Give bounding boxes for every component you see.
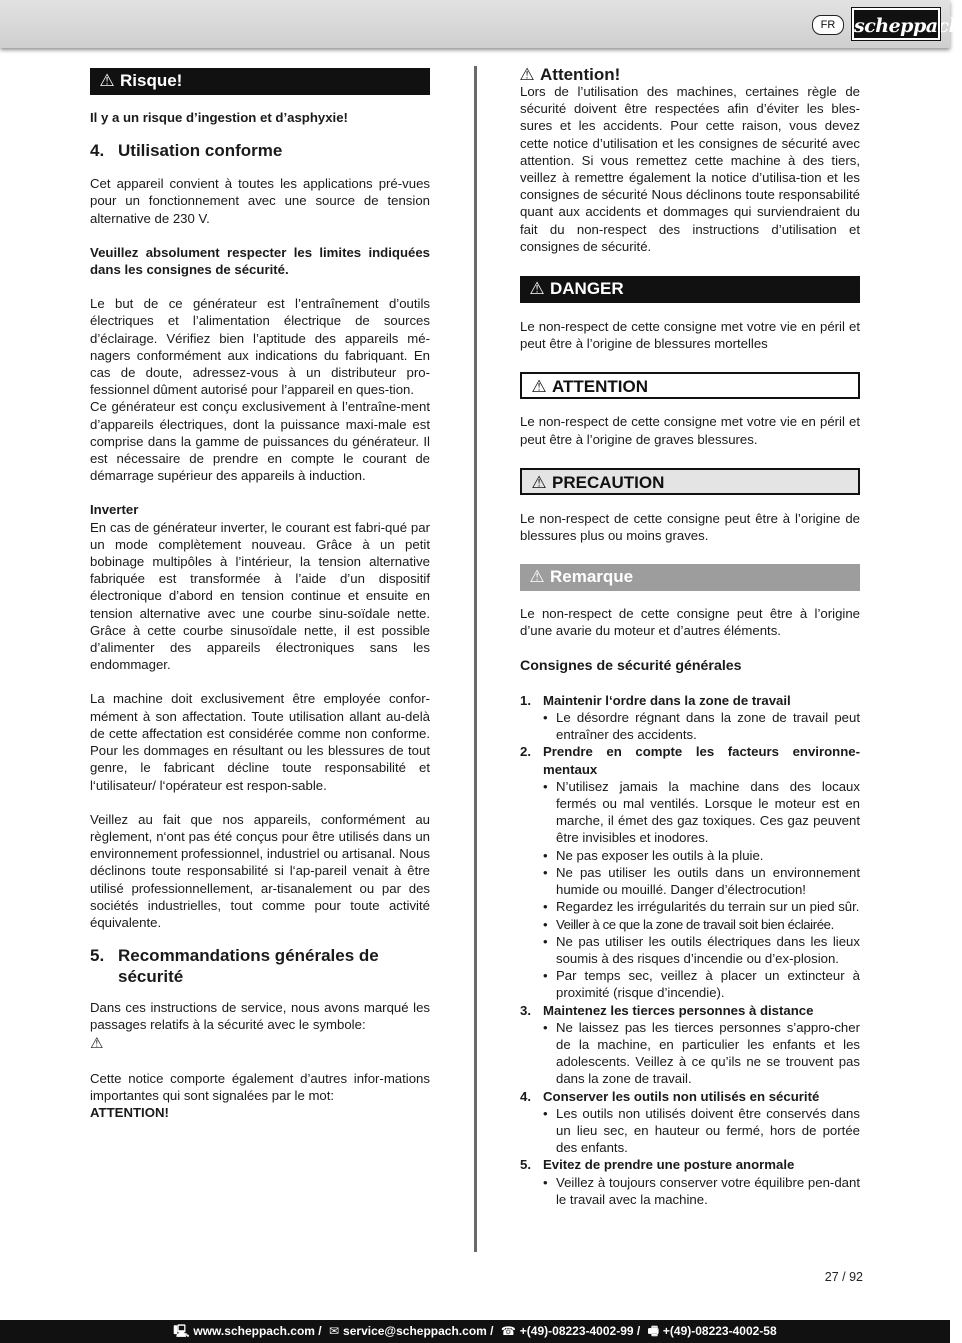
rule-bullet-text: Ne pas utiliser les outils électriques dans les lieux soumis à des risques d’incendie ou d’ex-plosion.	[556, 933, 860, 966]
section-5-paragraph: Dans ces instructions de service, nous avons marqué les passages relatifs à la sécurité avec le symbole:	[90, 1000, 430, 1033]
email-icon: ✉	[328, 1324, 340, 1338]
bullet-dot-icon: •	[543, 916, 548, 932]
rule-bullet-list	[543, 1105, 860, 1157]
safety-rule-item	[520, 743, 860, 1001]
rule-number: 1.	[520, 692, 531, 708]
section-4-paragraph: La machine doit exclusivement être employée confor-mément à son affectation. Toute utilisation allant au-delà de cette affectation est considérée comme non conforme. Pour les dommages en résultant ou les blessures de tout genre, le fabricant décline toute responsabilité et l‘utilisateur/ l‘opérateur est respon-sable.	[90, 691, 430, 793]
rule-bullet-text: Ne pas utiliser les outils dans un environnement humide ou mouillé. Danger d’électrocution!	[556, 864, 860, 898]
attention-heading: ⚠ Attention!	[519, 65, 621, 84]
general-safety-heading: Consignes de sécurité générales	[520, 657, 742, 674]
safety-rule-item	[520, 1088, 860, 1157]
attention-paragraph: Lors de l’utilisation des machines, certaines règle de sécurité doivent être respectées afin d’éviter les bles-sures et les accidents. Pour cette raison, vous devez cette notice d’utilisation et les consignes de sécurité avec attention. Si vous remettez cette machine à des tiers, veillez à remettre également la notice d’utilisa-tion et les consignes de sécurité Nous déclinons toute responsabilité quant aux accidents et dommages qui surviendraient du fait du non-respect des instructions d’utilisation et consignes de sécurité.	[520, 84, 860, 254]
bullet-dot-icon: •	[543, 710, 548, 726]
monitor-icon: 🖳	[173, 1324, 190, 1338]
rule-title: Maintenir l‘ordre dans la zone de travail	[543, 692, 791, 708]
section-5-heading: 5. Recommandations générales de sécurité	[90, 946, 379, 987]
rule-bullet	[543, 967, 860, 1001]
rule-bullet-list	[543, 709, 860, 743]
rule-bullet	[543, 864, 860, 898]
precaution-banner: ⚠ PRECAUTION	[520, 468, 860, 495]
footer-fax: +(49)-08223-4002-58	[662, 1324, 777, 1338]
rule-body	[543, 743, 860, 1001]
attention-text: Le non-respect de cette consigne met votre vie en péril et peut être à l’origine de graves blessures.	[520, 414, 860, 447]
rule-bullet-text: N’utilisez jamais la machine dans des locaux fermés ou mal ventilés. Lorsque le moteur est en marche, il émet des gaz toxiques. Ces gaz peuvent être invisibles et inodores.	[556, 778, 860, 846]
section-4-limits-note: Veuillez absolument respecter les limites indiquées dans les consignes de sécurité.	[90, 244, 430, 278]
rule-title: Evitez de prendre une posture anormale	[543, 1157, 795, 1173]
rule-bullet-text: Ne pas exposer les outils à la pluie.	[556, 847, 764, 863]
rule-bullet	[543, 709, 860, 743]
rule-bullet-text: Les outils non utilisés doivent être conservés dans un lieu sec, en hauteur ou fermé, hors de portée des enfants.	[556, 1105, 860, 1156]
safety-rule-item	[520, 692, 860, 744]
rule-bullet-list	[543, 1019, 860, 1088]
rule-bullet	[543, 778, 860, 847]
rule-body	[543, 1156, 860, 1208]
danger-banner: ⚠ DANGER	[520, 276, 860, 303]
bullet-dot-icon: •	[543, 778, 548, 794]
rule-bullet	[543, 933, 860, 967]
inverter-paragraph: En cas de générateur inverter, le courant est fabri-qué par un mode complètement nouveau. Grâce à un petit bobinage multipôles à l’intérieur, la tension alternative fabriquée est transformée à l’aide d’un dispositif électronique d’abord en tension continue et ensuite en tension alternative avec une courbe sinu-soïdale nette. Grâce à cette courbe sinusoïdale nette, il est possible d’alimenter des appareils électroniques sans les endommager.	[90, 519, 430, 673]
rule-bullet	[543, 847, 860, 864]
rule-body	[543, 692, 860, 744]
column-divider	[474, 66, 477, 1252]
risk-banner: ⚠ Risque!	[90, 68, 430, 95]
rule-number: 3.	[520, 1002, 531, 1018]
fax-icon: 🖷	[647, 1324, 659, 1338]
rule-bullet	[543, 1019, 860, 1088]
inverter-title: Inverter	[90, 502, 139, 518]
remarque-banner: ⚠ Remarque	[520, 564, 860, 591]
rule-bullet-text: Veiller à ce que la zone de travail soit bien éclairée.	[556, 916, 834, 932]
rule-bullet-text: Regardez les irrégularités du terrain sur un pied sûr.	[556, 899, 860, 915]
section-4-paragraph: Le but de ce générateur est l’entraînement d’outils électriques et l’alimentation électrique de sources d’éclairage. Vérifiez bien l’aptitude des appareils mé-nagers conformément aux indications du fabriquant. En cas de doute, adressez-vous à un distributeur pro-fessionnel dûment autorisé pour l’appareil en ques-tion.	[90, 296, 430, 398]
bullet-dot-icon: •	[543, 1105, 548, 1121]
warning-triangle-icon: ⚠	[531, 377, 547, 397]
rule-bullet-list	[543, 778, 860, 1002]
right-column	[520, 66, 860, 1208]
bullet-dot-icon: •	[543, 1174, 548, 1190]
section-4-paragraph: Ce générateur est conçu exclusivement à l’entraîne-ment d’appareils électriques, dont la puissance maxi-male est comprise dans la gamme de puissances du générateur. Il est nécessaire de prendre en compte le courant de démarrage supérieur des appareils à induction.	[90, 399, 430, 484]
warning-triangle-icon: ⚠	[529, 567, 545, 587]
page-number: 27 / 92	[824, 1270, 863, 1284]
rule-bullet-text: Veillez à toujours conserver votre équilibre pen-dant le travail avec la machine.	[556, 1174, 860, 1207]
bullet-dot-icon: •	[543, 933, 548, 949]
rule-number: 5.	[520, 1157, 531, 1173]
danger-text: Le non-respect de cette consigne met votre vie en péril et peut être à l’origine de blessures mortelles	[520, 319, 860, 352]
bullet-dot-icon: •	[543, 864, 548, 880]
bullet-dot-icon: •	[543, 1019, 548, 1035]
scheppach-logo: scheppach	[852, 8, 940, 40]
warning-triangle-icon: ⚠	[531, 472, 547, 492]
precaution-text: Le non-respect de cette consigne peut être à l’origine de blessures plus ou moins graves.	[520, 510, 860, 544]
footer-phone: +(49)-08223-4002-99 /	[519, 1324, 641, 1338]
risk-text: Il y a un risque d’ingestion et d’asphyxie!	[90, 110, 348, 125]
rule-bullet	[543, 916, 860, 933]
rule-body	[543, 1088, 860, 1157]
rule-number: 2.	[520, 744, 531, 760]
rule-bullet-text: Par temps sec, veillez à placer un extincteur à proximité (risque d’incendie).	[556, 968, 860, 1001]
bullet-dot-icon: •	[543, 847, 548, 863]
rule-bullet-list	[543, 1174, 860, 1208]
rule-bullet-text: Ne laissez pas les tierces personnes s’appro-cher de la machine, en particulier les enfants et les adolescents. Veillez à ce qu’ils ne se trouvent pas dans la zone de travail.	[556, 1019, 860, 1087]
phone-icon: ☎	[500, 1324, 516, 1338]
bullet-dot-icon: •	[543, 968, 548, 984]
footer-website: www.scheppach.com /	[193, 1324, 322, 1338]
warning-triangle-icon: ⚠	[99, 71, 115, 90]
rule-number: 4.	[520, 1088, 531, 1104]
section-4-paragraph: Veillez au fait que nos appareils, conformément au règlement, n‘ont pas été conçus pour être utilisés dans un environnement professionnel, industriel ou artisanal. Nous déclinons toute responsabilité si l‘ap-pareil venait à être utilisé professionnellement, ar-tisanalement ou par des sociétés industrielles, tout comme pour toute activité équivalente.	[90, 811, 430, 930]
bullet-dot-icon: •	[543, 899, 548, 915]
rule-bullet-text: Le désordre régnant dans la zone de travail peut entraîner des accidents.	[556, 710, 860, 743]
footer-email: service@scheppach.com /	[343, 1324, 494, 1338]
warning-triangle-icon: ⚠	[519, 65, 535, 84]
rule-title: Conserver les outils non utilisés en sécurité	[543, 1088, 820, 1104]
section-4-heading: 4. Utilisation conforme	[90, 141, 283, 161]
remarque-text: Le non-respect de cette consigne peut être à l’origine d’une avarie du moteur et d’autres éléments.	[520, 606, 860, 639]
rule-bullet	[543, 898, 860, 915]
section-5-paragraph: Cette notice comporte également d’autres infor-mations importantes qui sont signalées par le mot: ATTENTION!	[90, 1070, 430, 1120]
safety-rule-item	[520, 1156, 860, 1208]
warning-triangle-icon: ⚠	[529, 279, 545, 299]
attention-banner: ⚠ ATTENTION	[520, 372, 860, 399]
rule-body	[543, 1002, 860, 1088]
top-header-bar	[0, 0, 962, 48]
rule-title: Prendre en compte les facteurs environne-mentaux	[543, 744, 860, 777]
safety-rules-list	[520, 692, 860, 1208]
footer-bar	[0, 1320, 950, 1343]
section-4-paragraph: Cet appareil convient à toutes les applications pré-vues pour un fonctionnement avec une source de tension alternative de 230 V.	[90, 176, 430, 226]
rule-title: Maintenez les tierces personnes à distance	[543, 1002, 814, 1018]
language-badge: FR	[812, 15, 844, 35]
left-column	[90, 66, 430, 1121]
rule-bullet	[543, 1105, 860, 1157]
warning-triangle-icon: ⚠	[90, 1034, 104, 1052]
rule-bullet	[543, 1174, 860, 1208]
safety-rule-item	[520, 1002, 860, 1088]
